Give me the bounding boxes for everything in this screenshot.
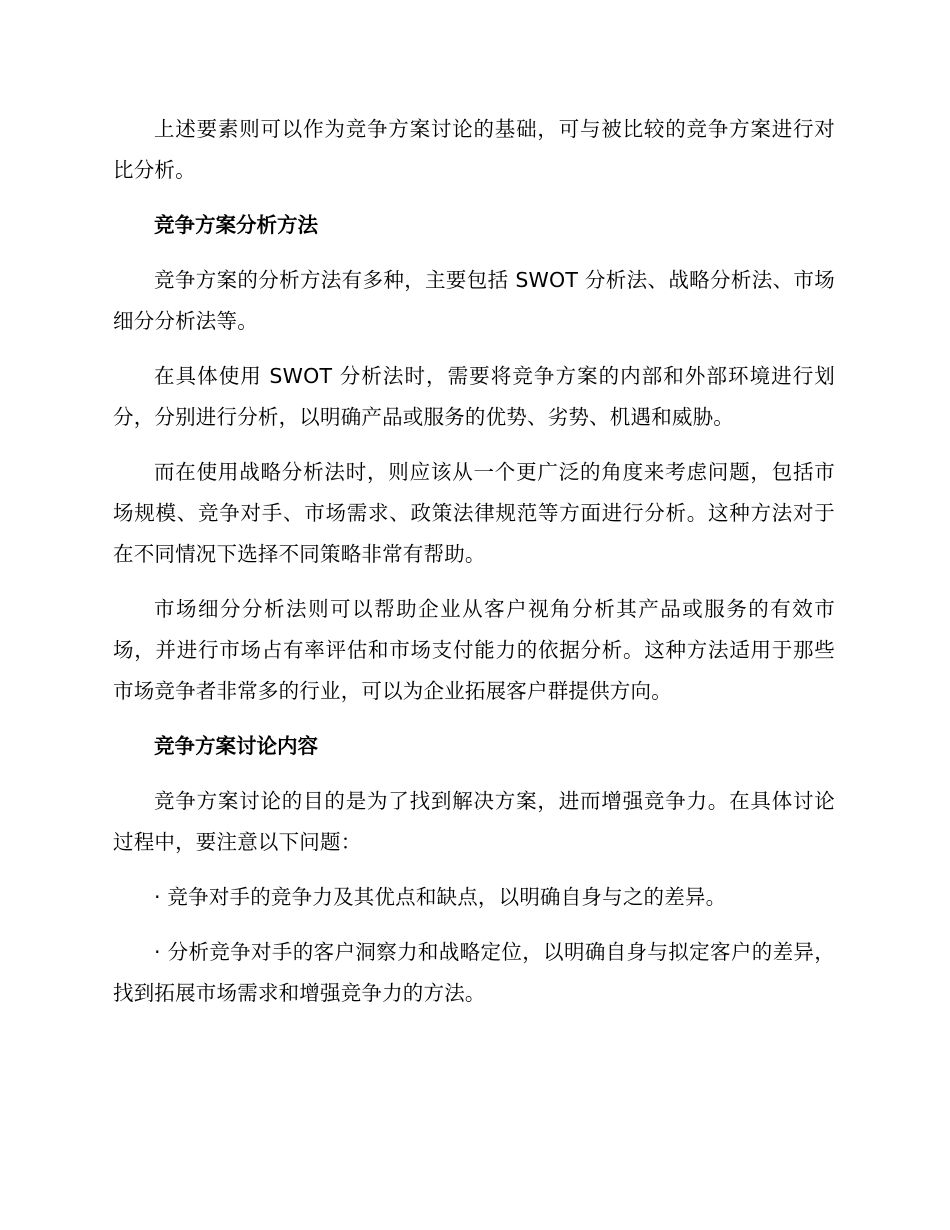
- paragraph-intro: 上述要素则可以作为竞争方案讨论的基础，可与被比较的竞争方案进行对比分析。: [113, 117, 835, 182]
- paragraph-swot: 在具体使用 SWOT 分析法时，需要将竞争方案的内部和外部环境进行划分，分别进行分析，以明确产品或服务的优势、劣势、机遇和威胁。: [113, 364, 835, 429]
- paragraph-discussion-purpose: 竞争方案讨论的目的是为了找到解决方案，进而增强竞争力。在具体讨论过程中，要注意以下问题：: [113, 789, 835, 854]
- bullet-item-competitor-strengths: · 竞争对手的竞争力及其优点和缺点，以明确自身与之的差异。: [154, 885, 727, 909]
- document-body: [113, 109, 835, 1028]
- paragraph-methods-overview: 竞争方案的分析方法有多种，主要包括 SWOT 分析法、战略分析法、市场细分分析法等。: [113, 268, 835, 333]
- section-heading-analysis-methods: 竞争方案分析方法: [154, 213, 318, 237]
- paragraph-strategy-analysis: 而在使用战略分析法时，则应该从一个更广泛的角度来考虑问题，包括市场规模、竞争对手、市场需求、政策法律规范等方面进行分析。这种方法对于在不同情况下选择不同策略非常有帮助。: [113, 460, 835, 566]
- bullet-item-customer-insight: · 分析竞争对手的客户洞察力和战略定位，以明确自身与拟定客户的差异，找到拓展市场需求和增强竞争力的方法。: [113, 940, 835, 1005]
- paragraph-market-segmentation: 市场细分分析法则可以帮助企业从客户视角分析其产品或服务的有效市场，并进行市场占有率评估和市场支付能力的依据分析。这种方法适用于那些市场竞争者非常多的行业，可以为企业拓展客户群提供方向。: [113, 597, 835, 703]
- section-heading-discussion-content: 竞争方案讨论内容: [154, 734, 318, 758]
